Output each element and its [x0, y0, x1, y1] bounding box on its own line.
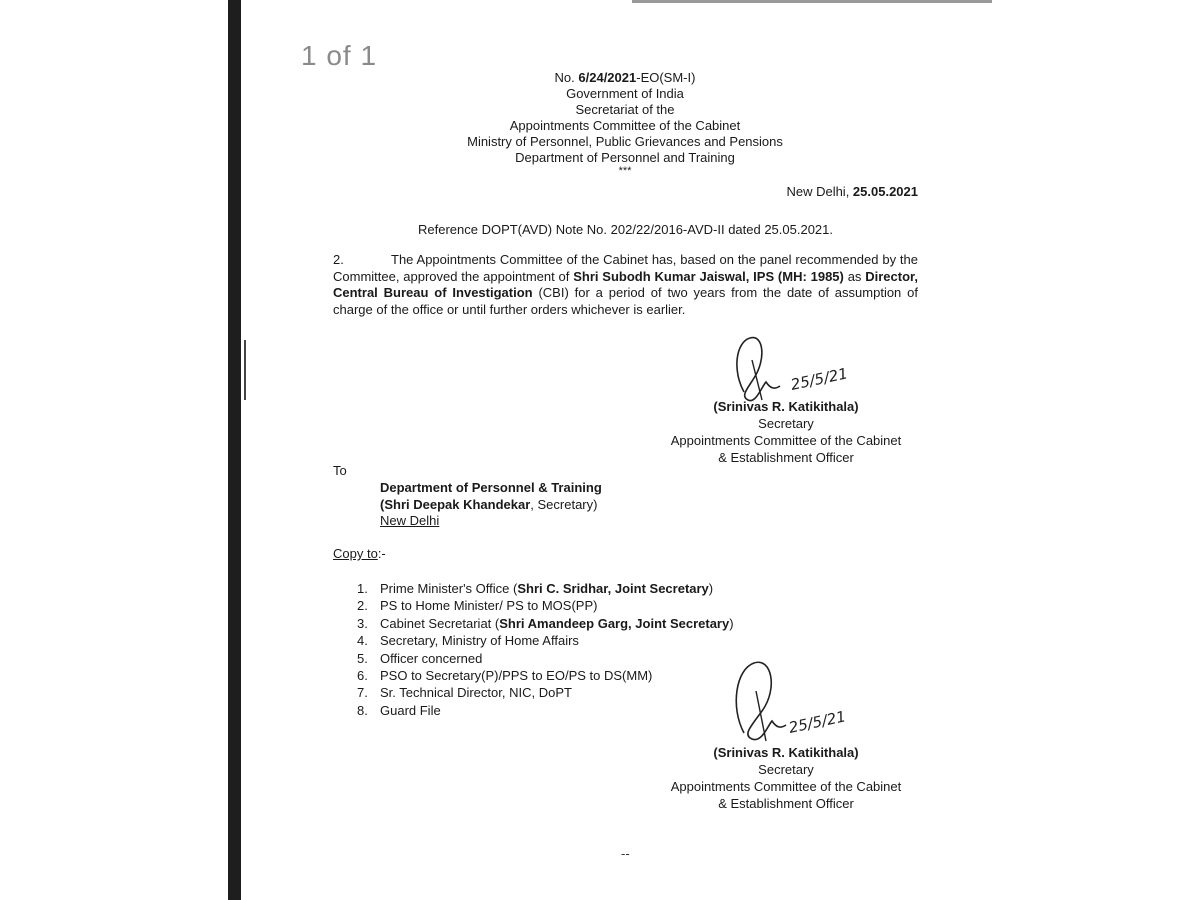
letterhead-line-department: Department of Personnel and Training: [515, 150, 735, 165]
letterhead-line-ministry: Ministry of Personnel, Public Grievances and Pensions: [467, 134, 783, 149]
viewer-left-border: [228, 0, 241, 900]
signatory-name: (Srinivas R. Katikithala): [713, 745, 859, 760]
copy-to-item-number: 7.: [357, 685, 368, 701]
page-footer-mark: --: [621, 846, 630, 861]
copy-to-item-number: 6.: [357, 668, 368, 684]
letterhead-line-secretariat: Secretariat of the: [575, 102, 675, 117]
page-counter: 1 of 1: [301, 40, 378, 71]
copy-to-item-number: 5.: [357, 650, 368, 666]
copy-to-item: 4. Secretary, Ministry of Home Affairs: [357, 633, 579, 649]
copy-to-list: [357, 580, 734, 719]
letterhead-separator: ***: [618, 165, 632, 177]
copy-to-item-number: 1.: [357, 581, 368, 596]
order-paragraph: 2. The Appointments Committee of the Cabinet has, based on the panel recommended by the Committee, approved the appointment of Shri Subodh Kumar Jaiswal, IPS (MH: 1985) as Director, Central Bureau of Investigation (CBI) for a period of two years from the date of assumption of charge of the office or until further orders whichever is earlier.: [333, 252, 918, 317]
copy-to-item: 6. PSO to Secretary(P)/PPS to EO/PS to DS(MM): [357, 668, 653, 684]
scan-top-edge: [632, 0, 992, 3]
copy-to-item-number: 3.: [357, 615, 368, 631]
copy-to-item: 2. PS to Home Minister/ PS to MOS(PP): [357, 598, 598, 614]
addressee-department: Department of Personnel & Training: [380, 480, 602, 495]
signature-block-1: [658, 398, 914, 466]
copy-to-item-number: 2.: [357, 598, 368, 614]
paragraph-number: 2.: [333, 252, 344, 267]
signatory-office: Appointments Committee of the Cabinet: [670, 779, 902, 794]
signatory-designation: Secretary: [758, 762, 814, 777]
copy-to-item: 1. Prime Minister's Office (Shri C. Sridhar, Joint Secretary): [357, 581, 714, 596]
addressee-city: New Delhi: [380, 513, 440, 528]
scan-left-mark: [244, 340, 246, 400]
signature-block-2: [658, 744, 914, 812]
signatory-office: Appointments Committee of the Cabinet: [670, 433, 902, 448]
signatory-name: (Srinivas R. Katikithala): [713, 399, 859, 414]
letterhead-line-committee: Appointments Committee of the Cabinet: [509, 118, 741, 133]
to-label: To: [333, 463, 347, 478]
svg-text:25/5/21: 25/5/21: [789, 364, 850, 394]
copy-to-item: 3. Cabinet Secretariat (Shri Amandeep Garg, Joint Secretary): [357, 615, 734, 631]
copy-to-label: Copy to:-: [333, 546, 386, 561]
signatory-office-2: & Establishment Officer: [718, 796, 854, 811]
svg-text:25/5/21: 25/5/21: [787, 707, 848, 737]
copy-to-item: 8. Guard File: [357, 702, 441, 718]
order-number: No. 6/24/2021-EO(SM-I): [554, 70, 696, 85]
copy-to-item-number: 8.: [357, 702, 368, 718]
addressee-block: [380, 480, 602, 530]
copy-to-item: 7. Sr. Technical Director, NIC, DoPT: [357, 685, 572, 701]
addressee-officer: (Shri Deepak Khandekar, Secretary): [380, 496, 598, 512]
signatory-designation: Secretary: [758, 416, 814, 431]
copy-to-item-number: 4.: [357, 633, 368, 649]
letterhead-line-government: Government of India: [566, 86, 684, 101]
signatory-office-2: & Establishment Officer: [718, 450, 854, 465]
signature-2-mark: [722, 655, 872, 750]
copy-to-item: 5. Officer concerned: [357, 650, 483, 666]
viewer-right-margin: [993, 0, 1200, 900]
reference-note: Reference DOPT(AVD) Note No. 202/22/2016-AVD-II dated 25.05.2021.: [417, 222, 834, 237]
letterhead: [380, 70, 870, 176]
issue-date-line: New Delhi, 25.05.2021: [786, 184, 918, 199]
